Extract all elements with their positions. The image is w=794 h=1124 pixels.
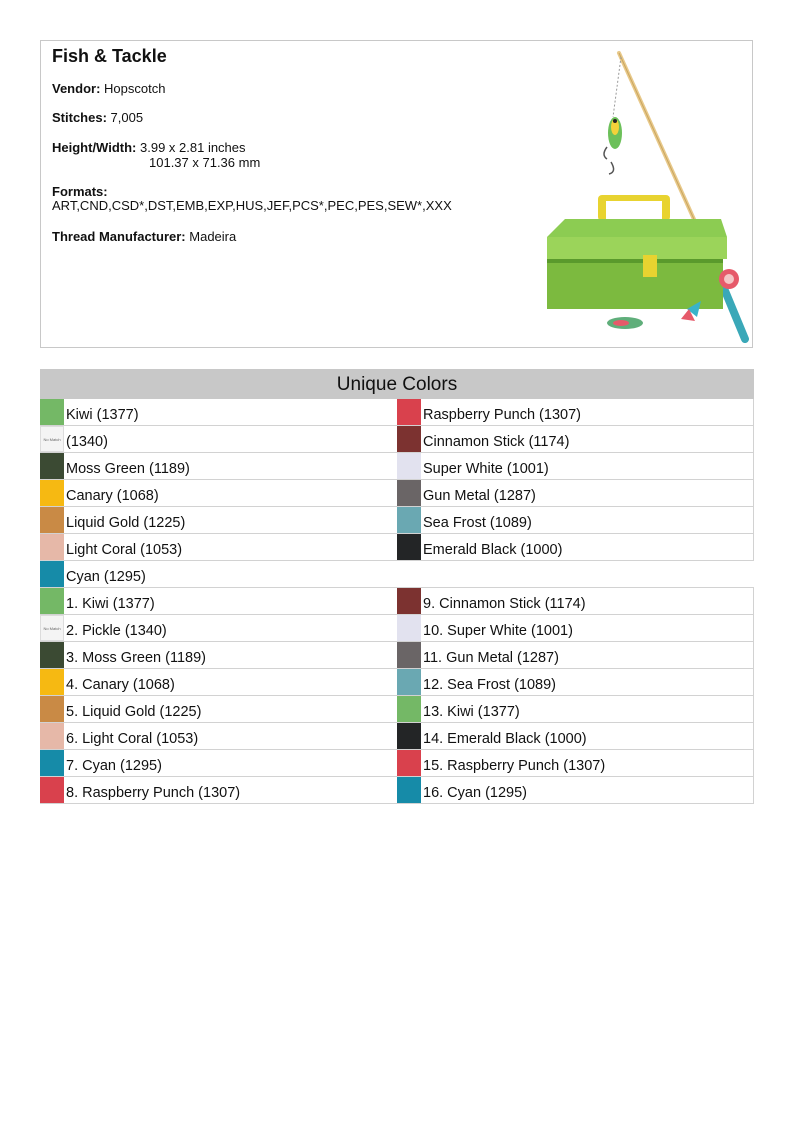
color-label: 2. Pickle (1340)	[66, 623, 167, 639]
color-swatch	[397, 453, 421, 479]
stitches-field	[52, 110, 143, 125]
color-swatch	[397, 777, 421, 803]
color-row	[40, 777, 397, 804]
color-label: Liquid Gold (1225)	[66, 515, 186, 531]
color-label: 9. Cinnamon Stick (1174)	[423, 596, 586, 612]
color-swatch	[40, 399, 64, 425]
color-label: Cinnamon Stick (1174)	[423, 434, 570, 450]
color-label: Kiwi (1377)	[66, 407, 139, 423]
unique-colors-right-column	[397, 399, 754, 588]
no-match-text: No Match	[43, 625, 61, 631]
color-label: Light Coral (1053)	[66, 542, 183, 558]
stitches-label: Stitches:	[52, 110, 107, 125]
size-mm-value: 101.37 x 71.36 mm	[149, 155, 261, 170]
thread-field	[52, 229, 236, 244]
color-swatch	[40, 507, 64, 533]
no-match-swatch	[40, 426, 64, 452]
color-row	[40, 534, 397, 561]
size-field	[52, 140, 246, 155]
color-swatch	[397, 588, 421, 614]
color-row	[40, 453, 397, 480]
color-row	[397, 615, 754, 642]
size-label: Height/Width:	[52, 140, 137, 155]
color-label: 13. Kiwi (1377)	[423, 704, 520, 720]
color-label: Gun Metal (1287)	[423, 488, 536, 504]
color-row	[397, 534, 754, 561]
color-swatch	[40, 534, 64, 560]
color-row	[397, 723, 754, 750]
unique-colors-table	[40, 369, 754, 804]
color-swatch	[40, 642, 64, 668]
color-swatch	[397, 615, 421, 641]
color-row	[397, 669, 754, 696]
color-label: 3. Moss Green (1189)	[66, 650, 206, 666]
color-row	[397, 399, 754, 426]
design-title: Fish & Tackle	[52, 46, 167, 66]
color-label: Super White (1001)	[423, 461, 549, 477]
color-label: Cyan (1295)	[66, 569, 146, 585]
color-row	[40, 642, 397, 669]
design-info-panel	[40, 40, 753, 348]
no-match-swatch	[40, 615, 64, 641]
color-row	[397, 480, 754, 507]
color-label: 15. Raspberry Punch (1307)	[423, 758, 606, 774]
color-label: (1340)	[66, 434, 108, 450]
vendor-field	[52, 81, 165, 96]
vendor-label: Vendor:	[52, 81, 101, 96]
sequence-left-column	[40, 588, 397, 804]
color-swatch	[40, 750, 64, 776]
formats-value: ART,CND,CSD*,DST,EMB,EXP,HUS,JEF,PCS*,PEC,PES,SEW*,XXX	[52, 198, 452, 213]
unique-colors-header: Unique Colors	[40, 369, 754, 399]
color-row	[40, 480, 397, 507]
formats-label: Formats:	[52, 184, 108, 199]
color-label: 5. Liquid Gold (1225)	[66, 704, 202, 720]
color-row	[397, 453, 754, 480]
color-swatch	[40, 777, 64, 803]
color-row	[40, 615, 397, 642]
color-label: 14. Emerald Black (1000)	[423, 731, 587, 747]
color-swatch	[397, 642, 421, 668]
color-row	[40, 696, 397, 723]
color-row	[40, 399, 397, 426]
color-label: 1. Kiwi (1377)	[66, 596, 155, 612]
color-label: Emerald Black (1000)	[423, 542, 563, 558]
color-label: Canary (1068)	[66, 488, 159, 504]
color-label: Raspberry Punch (1307)	[423, 407, 581, 423]
color-swatch	[40, 480, 64, 506]
formats-field	[52, 184, 108, 199]
color-row	[40, 723, 397, 750]
color-row	[397, 777, 754, 804]
color-swatch	[397, 480, 421, 506]
color-swatch	[397, 399, 421, 425]
color-row	[397, 507, 754, 534]
thread-value: Madeira	[189, 229, 237, 244]
color-swatch	[40, 669, 64, 695]
color-row	[40, 561, 397, 588]
size-inches-value: 3.99 x 2.81 inches	[140, 140, 246, 155]
color-label: 10. Super White (1001)	[423, 623, 573, 639]
color-swatch	[397, 669, 421, 695]
color-swatch	[40, 453, 64, 479]
color-label: 4. Canary (1068)	[66, 677, 175, 693]
color-swatch	[397, 426, 421, 452]
color-swatch	[397, 534, 421, 560]
color-row	[40, 669, 397, 696]
color-row	[397, 426, 754, 453]
color-row	[40, 588, 397, 615]
color-swatch	[40, 696, 64, 722]
stitches-value: 7,005	[110, 110, 144, 125]
color-swatch	[397, 750, 421, 776]
color-label: 8. Raspberry Punch (1307)	[66, 785, 241, 801]
color-label: 7. Cyan (1295)	[66, 758, 162, 774]
color-row	[40, 750, 397, 777]
unique-colors-left-column	[40, 399, 397, 588]
vendor-value: Hopscotch	[104, 81, 166, 96]
color-swatch	[40, 588, 64, 614]
tackle-box-illustration	[541, 47, 751, 345]
color-label: 11. Gun Metal (1287)	[423, 650, 559, 666]
empty-row	[397, 561, 754, 588]
color-row	[40, 426, 397, 453]
color-label: Moss Green (1189)	[66, 461, 190, 477]
sequence-right-column	[397, 588, 754, 804]
color-row	[397, 696, 754, 723]
color-row	[397, 750, 754, 777]
color-swatch	[40, 723, 64, 749]
color-label: Sea Frost (1089)	[423, 515, 532, 531]
color-swatch	[397, 696, 421, 722]
no-match-text: No Match	[43, 436, 61, 442]
color-swatch	[397, 723, 421, 749]
color-label: 16. Cyan (1295)	[423, 785, 527, 801]
color-swatch	[40, 561, 64, 587]
color-row	[40, 507, 397, 534]
color-row	[397, 588, 754, 615]
thread-label: Thread Manufacturer:	[52, 229, 186, 244]
color-swatch	[397, 507, 421, 533]
color-label: 12. Sea Frost (1089)	[423, 677, 556, 693]
color-row	[397, 642, 754, 669]
color-label: 6. Light Coral (1053)	[66, 731, 199, 747]
